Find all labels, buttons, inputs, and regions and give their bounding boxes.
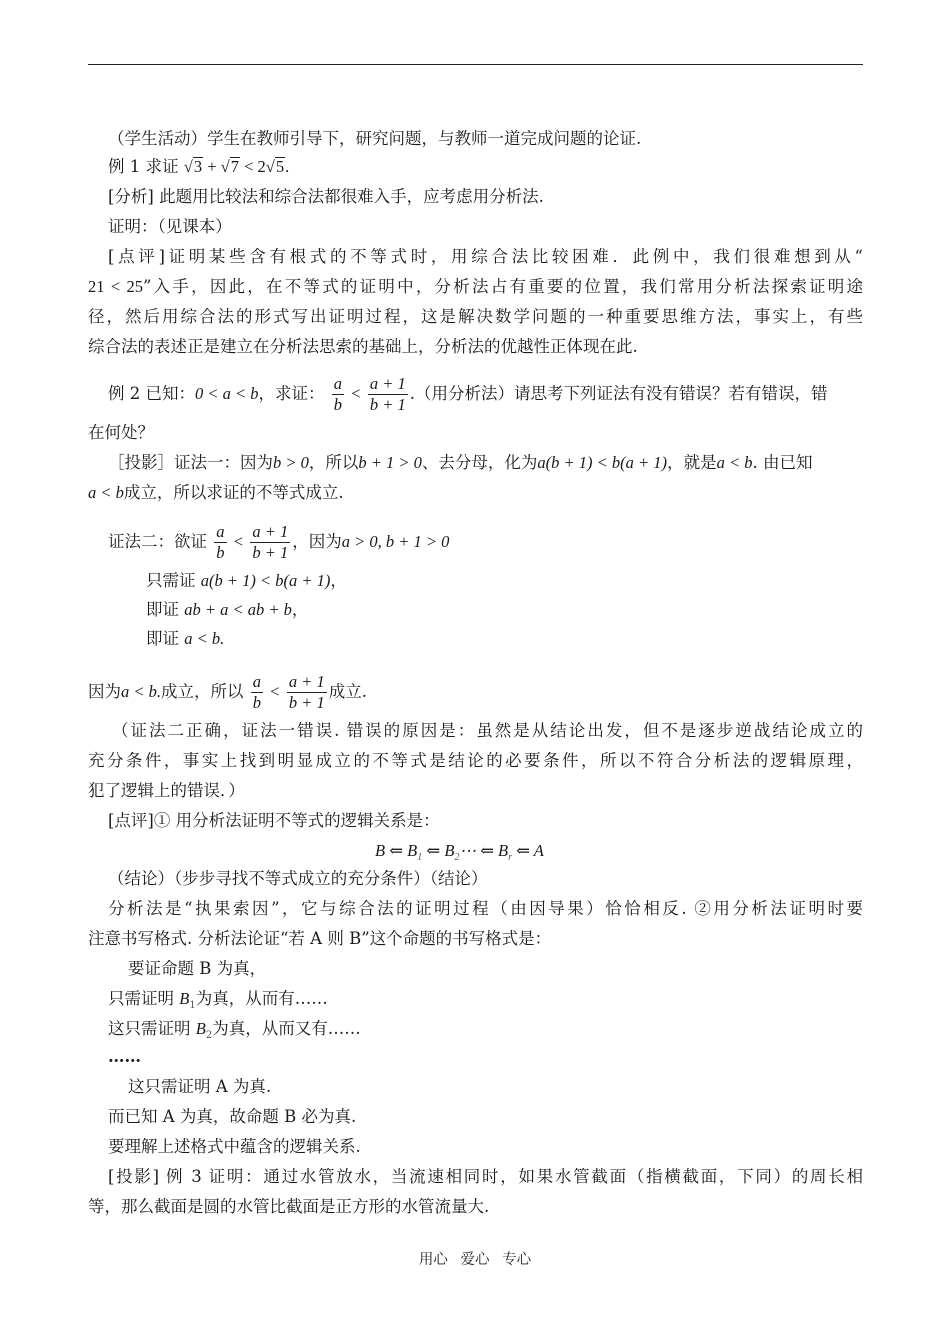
because-text-3: 成立. [328,682,367,701]
ellipsis: ⋯ [459,841,476,860]
b-gt-0: b > 0 [273,453,309,472]
subscript: 1 [417,852,423,863]
step-label: 即证 [146,600,179,619]
method-1-line-a [108,452,812,474]
note-line-b: 充分条件，事实上找到明显成立的不等式是结论的必要条件，所以不符合分析法的逻辑原理， [88,751,863,770]
method-2-because: ，因为 [292,532,342,551]
example-2-where: 在何处？ [88,423,154,442]
comment-1-line-b [88,276,863,298]
format-line-6: 而已知 A 为真，故命题 B 必为真. [108,1107,357,1126]
format-line-3 [108,1018,361,1047]
format-text: 这只需证明 [108,1019,191,1038]
less-than-sign: < [244,157,254,176]
chain-B2: B [444,841,455,860]
fraction-a-over-b [332,374,344,415]
numerator: a [333,374,343,393]
coefficient-2: 2 [257,157,266,176]
method-2-step-3 [146,628,224,650]
method-1-text-5: . 由已知 [752,453,813,472]
method-1-text-4: ，就是 [667,453,717,472]
method-2-condition: a > 0, b + 1 > 0 [341,532,450,551]
method-2-prefix: 证法二：欲证 [108,532,207,551]
subscript: r [508,852,513,863]
format-line-4: …… [108,1047,141,1066]
denominator: b [252,693,262,712]
fraction-a1-over-b1 [250,522,290,563]
method-1-text-3: 、去分母，化为 [421,453,538,472]
fraction-a-over-b [214,522,226,563]
left-arrow-icon: ⇐ [516,841,530,860]
step-1-math: a(b + 1) < b(a + 1) [200,571,331,590]
page-footer: 用心 爱心 专心 [418,1252,532,1268]
chain-A: A [533,841,544,860]
example-2-to-prove: ，求证： [258,384,325,403]
sqrt-5: 5 [275,157,285,176]
denominator: b + 1 [252,543,289,562]
because-text-2: 成立，所以 [161,682,244,701]
method-2-step-1 [146,570,347,592]
because-line [88,672,367,713]
fraction-a1-over-b1 [368,374,408,415]
numerator: a + 1 [252,522,289,541]
method-1-text-1: ［投影］证法一：因为 [108,453,273,472]
denominator: b + 1 [369,395,406,414]
subscript: 1 [189,1000,196,1011]
plus-sign: + [207,157,217,176]
paragraph-line-b: 注意书写格式. 分析法论证“若 A 则 B”这个命题的书写格式是： [88,929,552,948]
proof-see-textbook: 证明：（见课本） [108,217,232,236]
format-line-2 [108,988,328,1017]
example-2-condition: 0 < a < b [195,384,259,403]
paragraph-line-a: 分析法是“执果索因”，它与综合法的证明过程（由因导果）恰恰相反. ②用分析法证明时要 [108,899,863,918]
subscript: 2 [454,852,460,863]
comment-1-line-c: 径，然后用综合法的形式写出证明过程，这是解决数学问题的一种重要思维方法，事实上，有些 [88,307,863,326]
example-2-prefix: 例 2 已知： [108,384,195,403]
comment-1-line-d: 综合法的表述正是建立在分析法思索的基础上，分析法的优越性正体现在此. [88,337,638,356]
example-2-suffix: .（用分析法）请思考下列证法有没有错误？若有错误，错 [409,384,828,403]
method-2-line [108,522,449,563]
example-1-prefix: 例 1 求证 [108,157,179,176]
numerator: a [252,672,262,691]
example-1-line [108,156,289,178]
student-activity-line: （学生活动）学生在教师引导下，研究问题，与教师一道完成问题的论证. [108,129,642,148]
method-1-line-b [88,482,344,504]
method-2-step-2 [146,599,308,621]
step-2-math: ab + a < ab + b [184,600,292,619]
format-text: 只需证明 [108,989,174,1008]
less-than-sign: < [351,384,361,403]
format-line-5: 这只需证明 A 为真. [128,1077,272,1096]
comment-1-line-a: [点评]证明某些含有根式的不等式时，用综合法比较困难．此例中，我们很难想到从“ [108,247,863,266]
format-text-2: 为真，从而又有…… [212,1019,361,1038]
numerator: a + 1 [369,374,406,393]
a-lt-b: a < b. [121,682,162,701]
example-3-line-a: [投影] 例 3 证明：通过水管放水，当流速相同时，如果水管截面（指横截面，下同）的周长相 [108,1167,863,1186]
because-text: 因为 [88,682,121,701]
a-lt-b: a < b [716,453,753,472]
inequality-21-25: 21 < 25 [88,277,144,296]
step-label: 只需证 [146,571,196,590]
cleared-inequality: a(b + 1) < b(a + 1) [537,453,668,472]
less-than-sign: < [270,682,280,701]
chain-B1: B [407,841,418,860]
denominator: b [333,395,343,414]
format-line-1: 要证命题 B 为真， [128,959,267,978]
less-than-sign: < [233,532,244,551]
left-arrow-icon: ⇐ [480,841,494,860]
chain-Br: B [498,841,509,860]
left-arrow-icon: ⇐ [389,841,404,860]
comment-1-line-b-text: ”入手，因此，在不等式的证明中，分析法占有重要的位置，我们常用分析法探索证明途 [143,277,864,296]
example-2-line [108,374,863,415]
a-lt-b: a < b [88,483,124,502]
numerator: a + 1 [288,672,325,691]
denominator: b [216,543,225,562]
analysis-line: [分析] 此题用比较法和综合法都很难入手，应考虑用分析法. [108,187,544,206]
note-line-a: （证法二正确，证法一错误. 错误的原因是：虽然是从结论出发，但不是逐步逆战结论成立的 [112,721,863,740]
step-label: 即证 [146,629,179,648]
note-line-c: 犯了逻辑上的错误．） [88,781,245,800]
header-rule [88,64,863,65]
b1-gt-0: b + 1 > 0 [358,453,422,472]
logic-chain [375,840,544,869]
step-3-math: a < b. [184,629,225,648]
denominator: b + 1 [288,693,325,712]
example-3-line-b: 等，那么截面是圆的水管比截面是正方形的水管流量大. [88,1197,490,1216]
comment-2-line: [点评]① 用分析法证明不等式的逻辑关系是： [108,811,440,830]
step-1-tail: ， [330,571,347,590]
step-2-tail: ， [291,600,309,619]
subscript: 2 [205,1030,213,1041]
sqrt-7: 7 [230,157,239,176]
format-line-7: 要理解上述格式中蕴含的逻辑关系. [108,1137,361,1156]
period: . [285,157,290,176]
numerator: a [216,522,225,541]
method-1-text-2: ，所以 [308,453,359,472]
sqrt-3: 3 [193,157,203,176]
left-arrow-icon: ⇐ [426,841,441,860]
symbol-B2: B [195,1019,206,1038]
symbol-B1: B [179,989,190,1008]
fraction-a1-over-b1 [287,672,327,713]
fraction-a-over-b [251,672,263,713]
chain-B: B [375,841,386,860]
example-1-inequality: √3 + √7 < 2√5. [183,157,290,176]
chain-labels: （结论）（步步寻找不等式成立的充分条件）（结论） [108,869,488,888]
method-1-conclusion: 成立，所以求证的不等式成立. [123,483,344,502]
format-text-2: 为真，从而有…… [195,989,328,1008]
